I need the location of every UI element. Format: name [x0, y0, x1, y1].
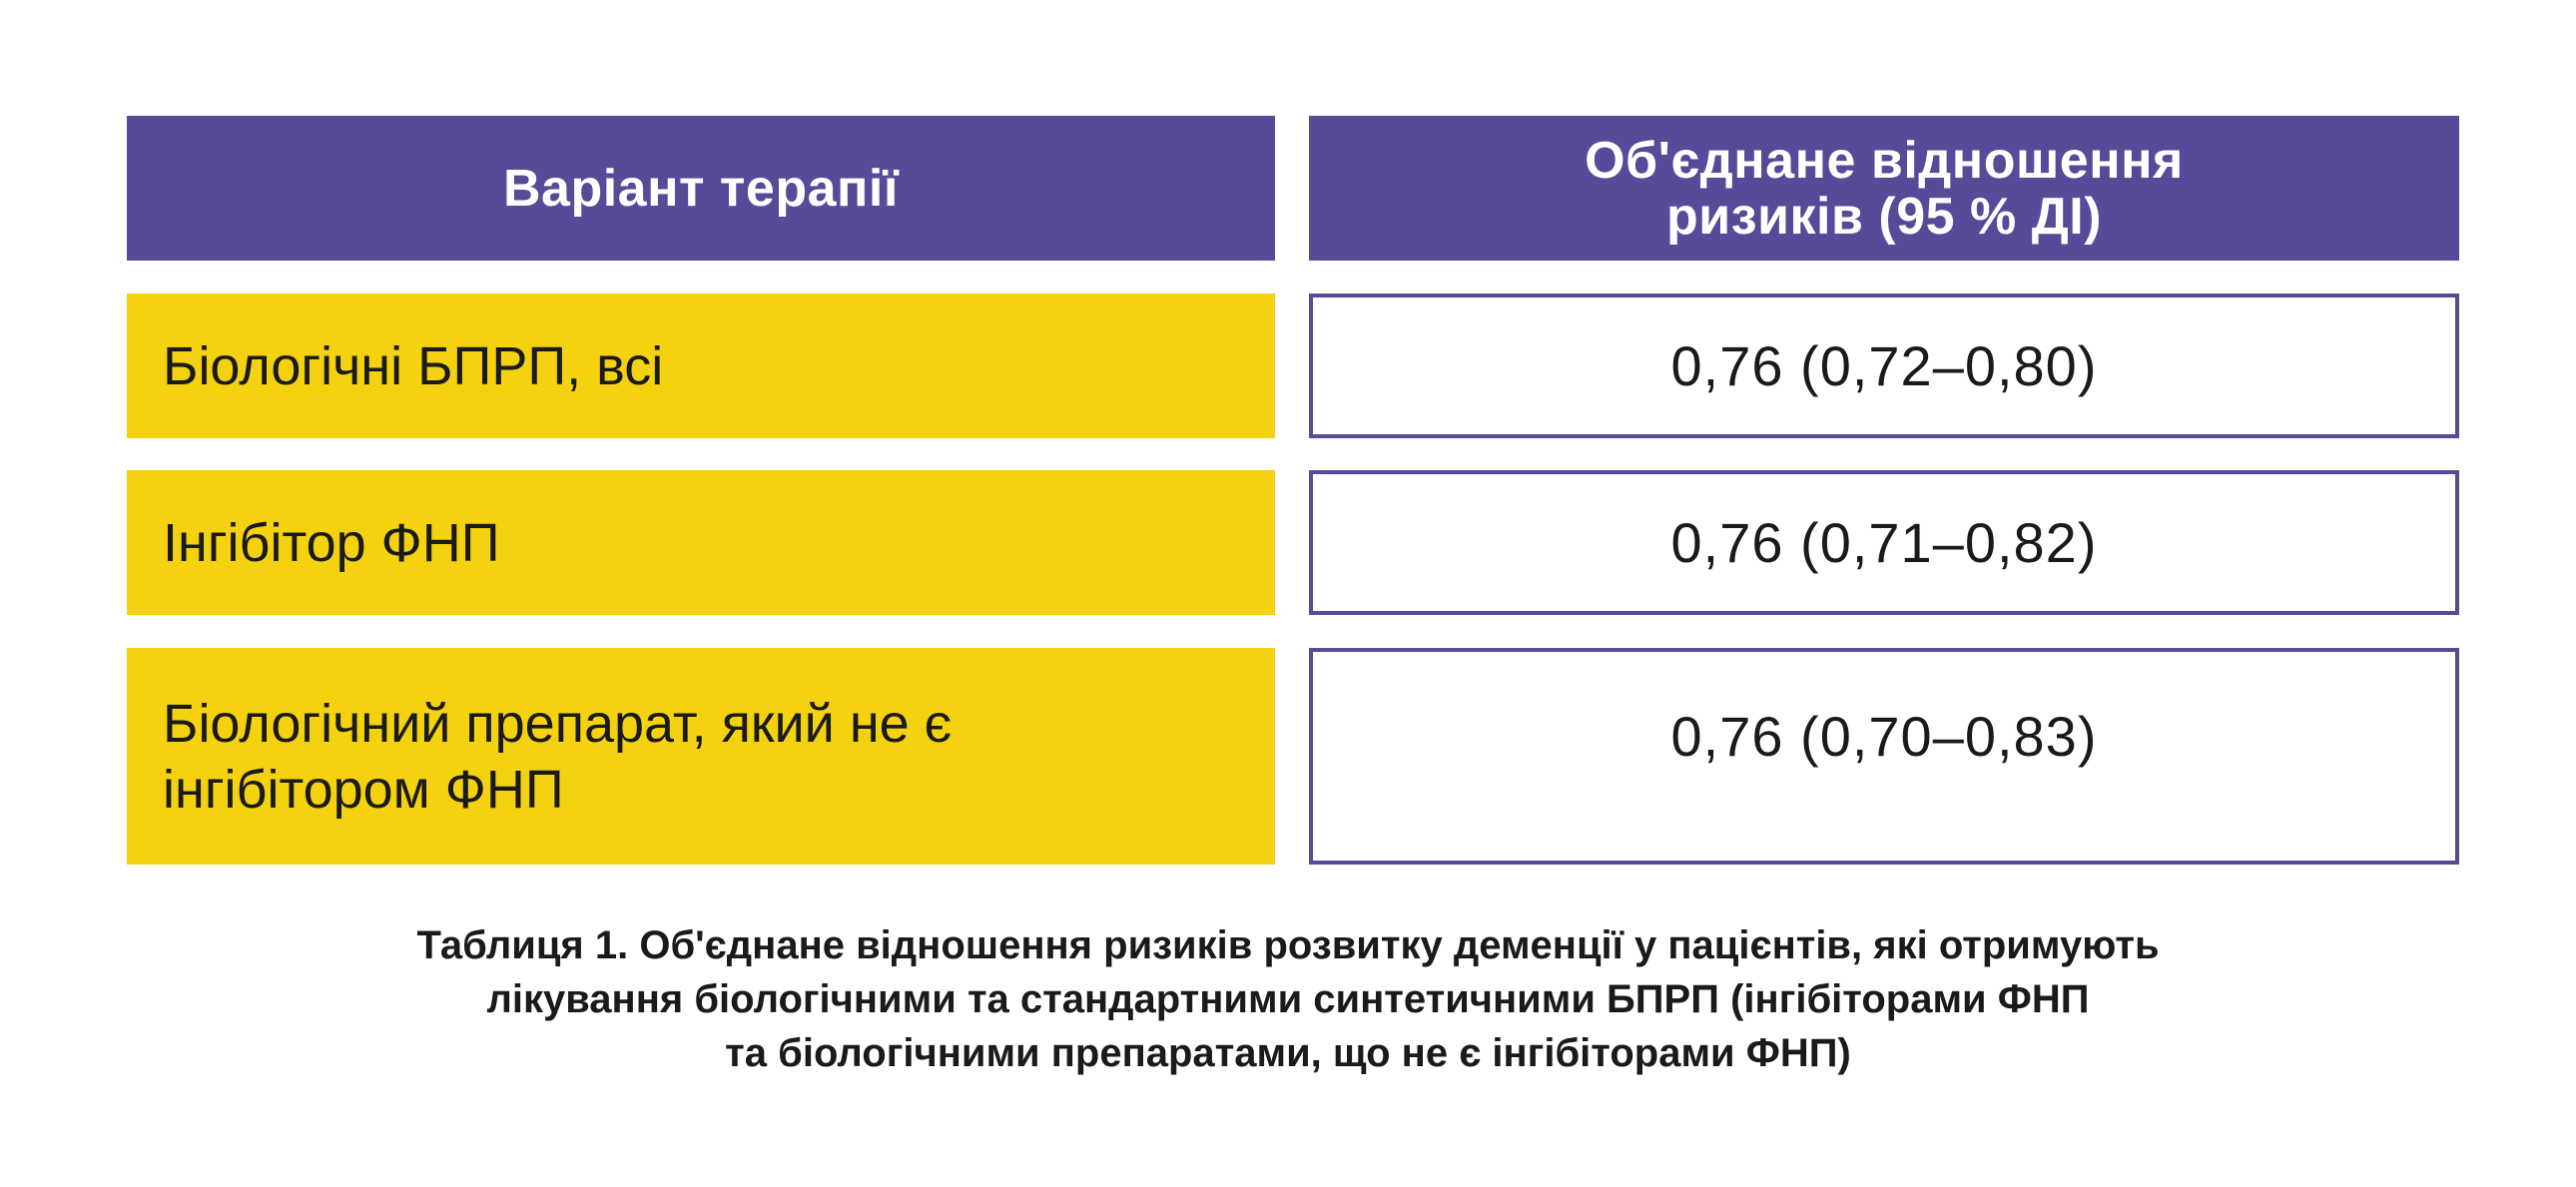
row-label — [127, 648, 1275, 865]
row-label-text: Інгібітор ФНП — [163, 512, 500, 573]
header-therapy-option-text: Варіант терапії — [503, 159, 899, 218]
row-label-text: Біологічні БПРП, всі — [163, 335, 664, 396]
header-pooled-hazard-ratio-line2: ризиків (95 % ДІ) — [1665, 187, 2103, 246]
row-value — [1309, 648, 2459, 865]
row-label-text-line1: Біологічний препарат, який не є — [163, 693, 953, 754]
row-value — [1309, 470, 2459, 615]
table-caption — [140, 918, 2436, 1080]
row-value — [1309, 294, 2459, 438]
row-label — [127, 294, 1275, 438]
caption-line1: Таблиця 1. Об'єднане відношення ризиків розвитку деменції у пацієнтів, які отримують — [416, 923, 2160, 967]
caption-line2: лікування біологічними та стандартними синтетичними БПРП (інгібіторами ФНП — [486, 977, 2090, 1021]
row-label — [127, 470, 1275, 615]
header-therapy-option — [127, 116, 1275, 261]
header-pooled-hazard-ratio — [1309, 116, 2459, 261]
caption-line3: та біологічними препаратами, що не є інгібіторами ФНП) — [725, 1031, 1851, 1075]
row-value-text: 0,76 (0,72–0,80) — [1670, 334, 2098, 397]
row-value-text: 0,76 (0,71–0,82) — [1670, 511, 2098, 574]
row-label-text-line2: інгібітором ФНП — [163, 759, 564, 820]
row-value-text: 0,76 (0,70–0,83) — [1670, 705, 2098, 768]
header-pooled-hazard-ratio-line1: Об'єднане відношення — [1585, 131, 2184, 190]
